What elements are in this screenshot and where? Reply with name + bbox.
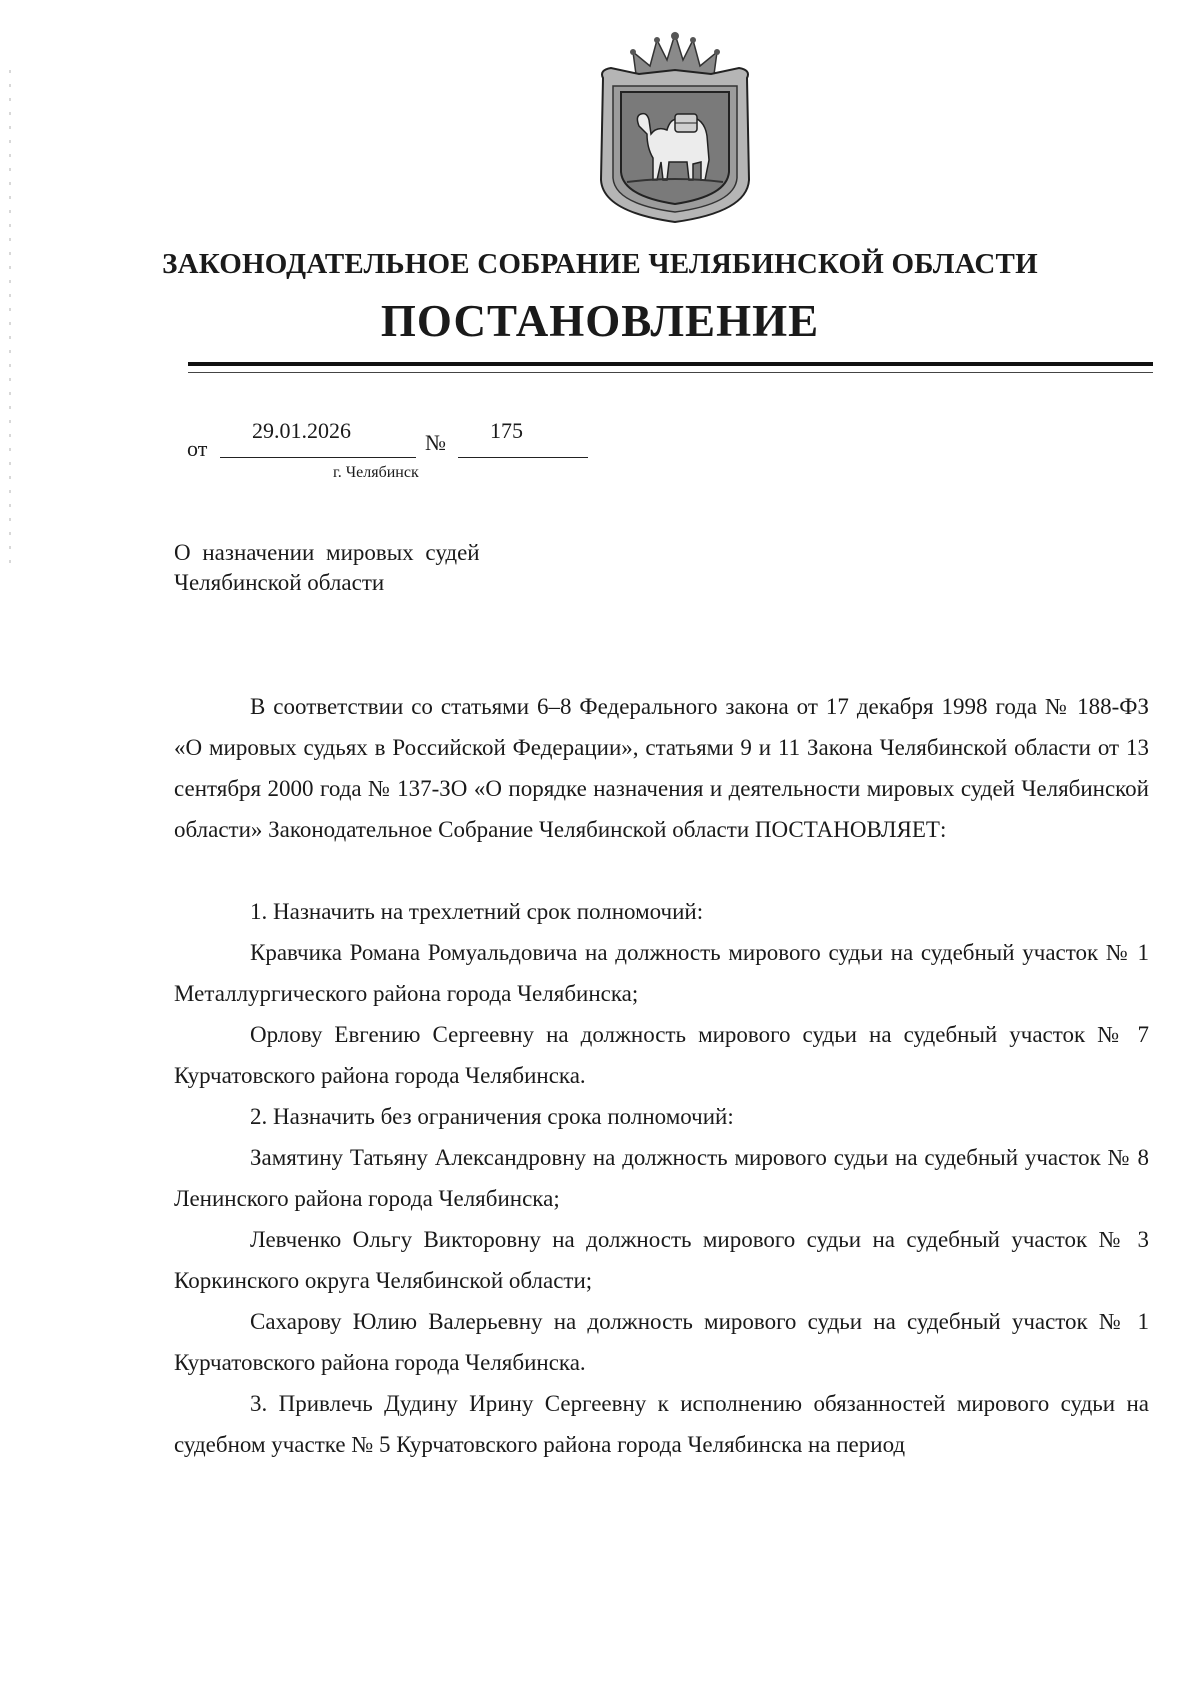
- document-city: г. Челябинск: [333, 464, 419, 481]
- item-2-title: 2. Назначить без ограничения срока полномочий:: [250, 1104, 734, 1129]
- item-3-paragraph: 3. Привлечь Дудину Ирину Сергеевну к исполнению обязанностей мирового судьи на судебном участке № 5 Курчатовского района города Челябинска на период: [174, 1391, 1149, 1457]
- preamble-paragraph: В соответствии со статьями 6–8 Федерального закона от 17 декабря 1998 года № 188-ФЗ «О мировых судьях в Российской Федерации», статьями 9 и 11 Закона Челябинской области от 13 сентября 2000 года № 137-ЗО «О порядке назначения и деятельности мировых судей Челябинской области» Законодательное Собрание Челябинской области ПОСТАНОВЛЯЕТ:: [174, 694, 1149, 842]
- item-1-appointment-b: Орлову Евгению Сергеевну на должность мирового судьи на судебный участок № 7 Курчатовского района города Челябинска.: [174, 1022, 1149, 1088]
- item-2-appointment-c: Сахарову Юлию Валерьевну на должность мирового судьи на судебный участок № 1 Курчатовского района города Челябинска.: [174, 1309, 1149, 1375]
- number-underline: [458, 457, 588, 458]
- date-prefix: от: [187, 436, 208, 461]
- document-body: [174, 686, 1149, 1465]
- item-1-title: 1. Назначить на трехлетний срок полномочий:: [250, 899, 704, 924]
- coat-of-arms-icon: [595, 30, 755, 225]
- organization-title: ЗАКОНОДАТЕЛЬНОЕ СОБРАНИЕ ЧЕЛЯБИНСКОЙ ОБЛАСТИ: [162, 248, 1038, 280]
- item-2-appointment-a: Замятину Татьяну Александровну на должность мирового судьи на судебный участок № 8 Ленинского района города Челябинска;: [174, 1145, 1149, 1211]
- date-underline: [220, 457, 416, 458]
- item-1-appointment-a: Кравчика Романа Ромуальдовича на должность мирового судьи на судебный участок № 1 Металлургического района города Челябинска;: [174, 940, 1149, 1006]
- item-2-appointment-b: Левченко Ольгу Викторовну на должность мирового судьи на судебный участок № 3 Коркинского округа Челябинской области;: [174, 1227, 1149, 1293]
- header-rule-thick: [188, 362, 1153, 366]
- subject-line-2: Челябинской области: [174, 570, 385, 595]
- number-sign: №: [425, 430, 446, 455]
- document-type-title: ПОСТАНОВЛЕНИЕ: [380, 296, 820, 346]
- document-date: 29.01.2026: [252, 418, 351, 443]
- header-rule-thin: [188, 372, 1153, 373]
- document-subject: [174, 538, 574, 598]
- subject-line-1: О назначении мировых судей: [174, 540, 480, 565]
- document-number: 175: [490, 418, 523, 443]
